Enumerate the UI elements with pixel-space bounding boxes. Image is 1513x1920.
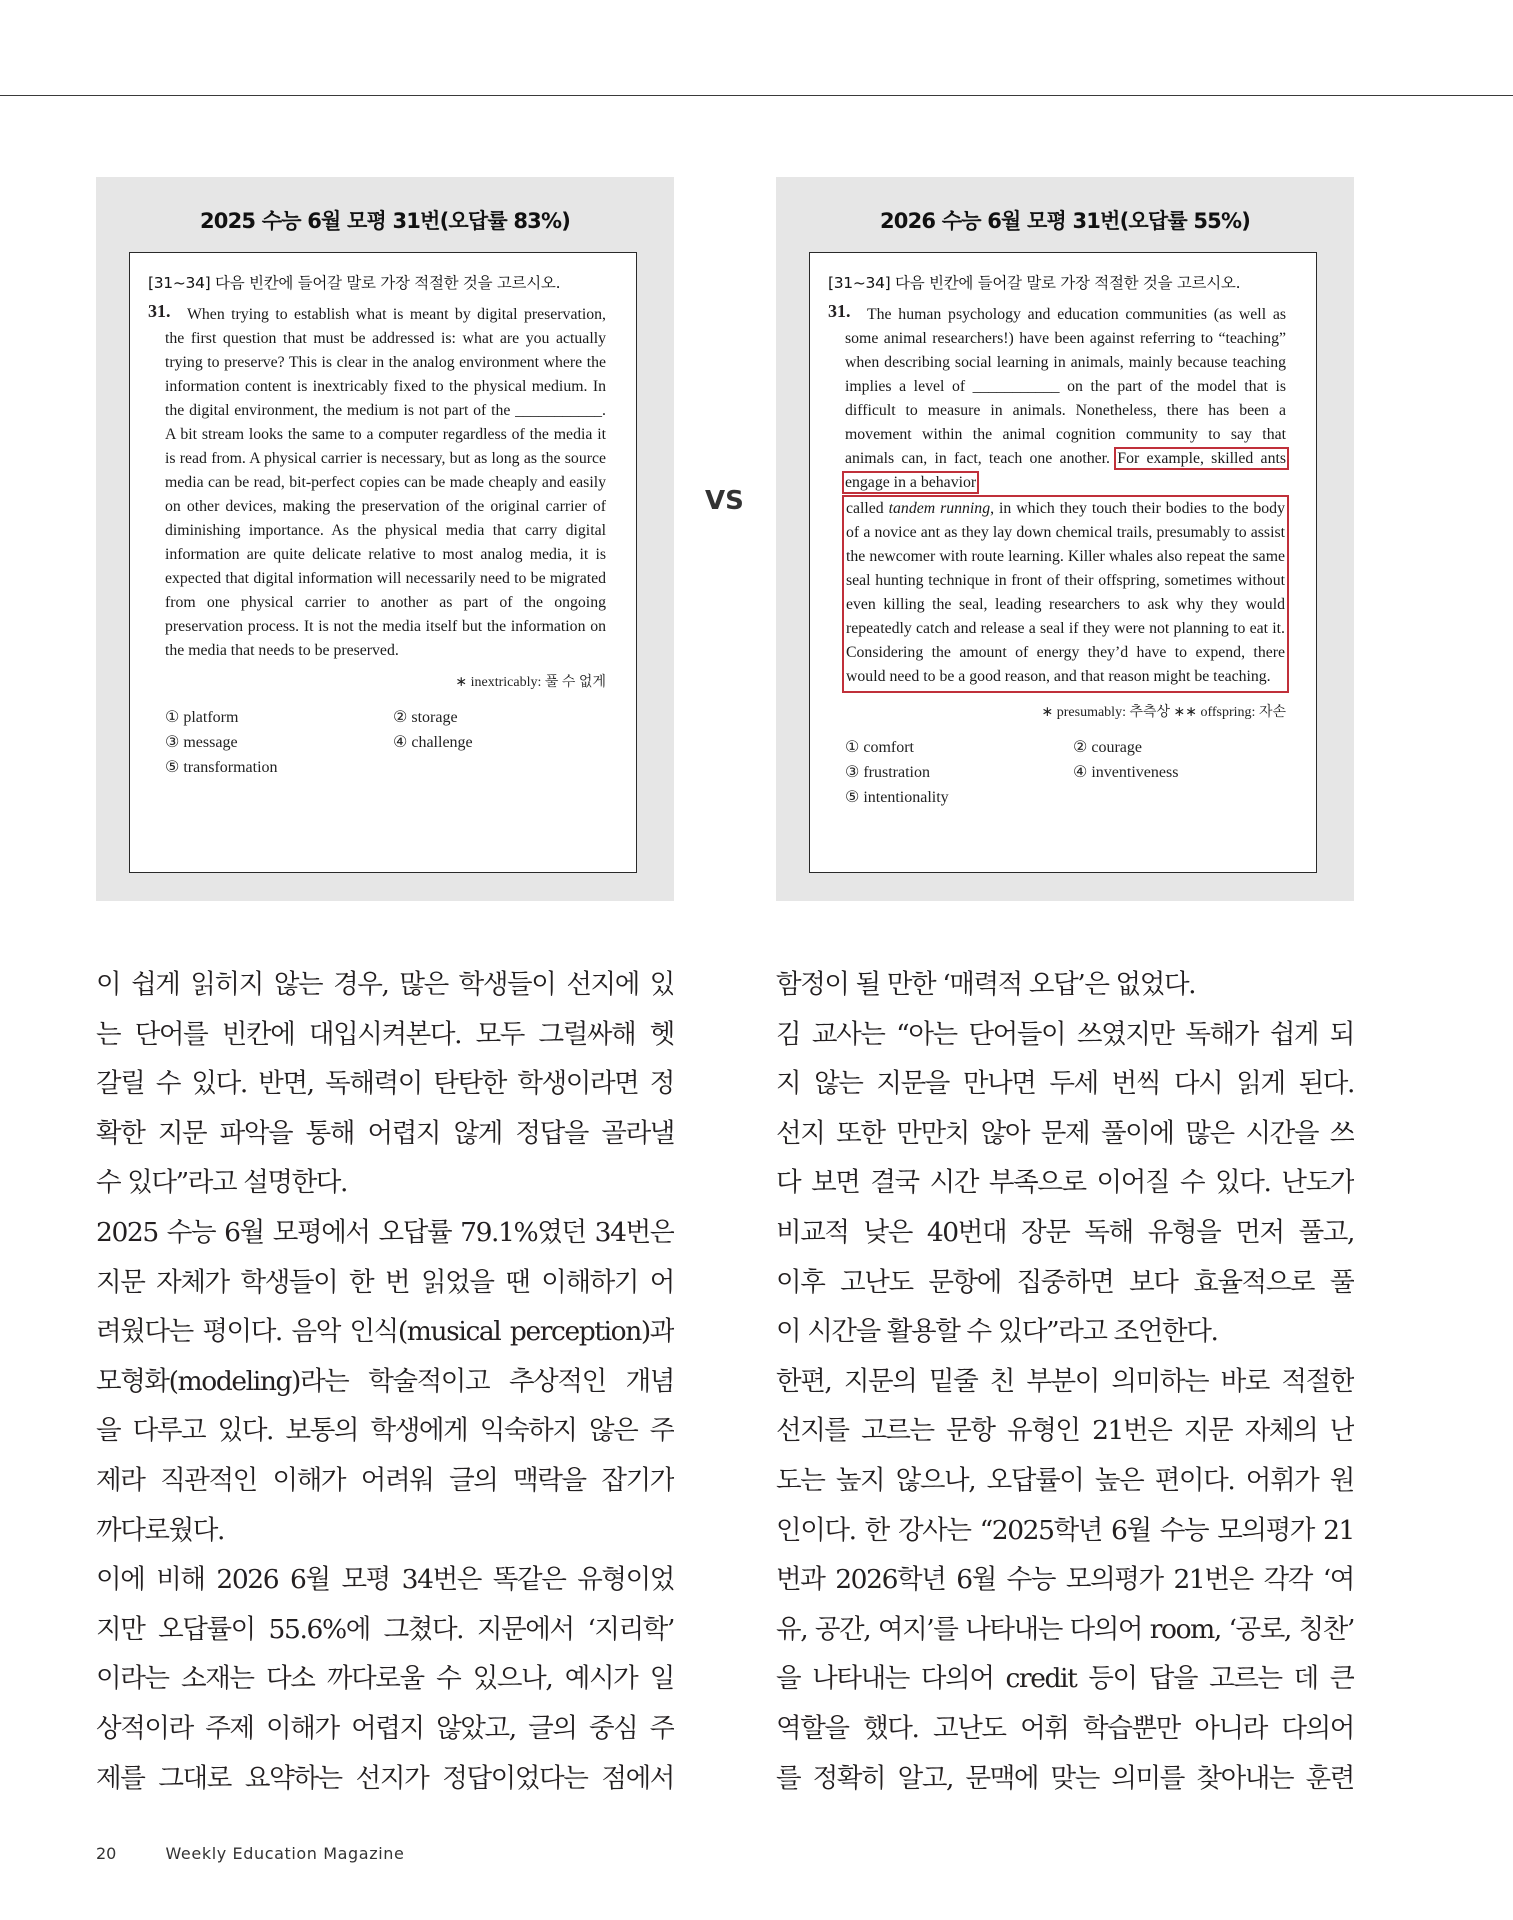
text-line: 함정이 될 만한 ‘매력적 오답’은 없었다.	[776, 969, 1196, 1000]
text-line: 이에 비해 2026 6월 모평 34번은 똑같은 유형이었	[96, 1564, 674, 1596]
footnote: ∗ inextricably: 풀 수 없게	[455, 675, 606, 690]
choice-3[interactable]: ③ frustration	[845, 764, 930, 781]
answer-choices	[165, 705, 606, 780]
text-line: 번과 2026학년 6월 수능 모의평가 21번은 각각 ‘여	[776, 1564, 1354, 1596]
answer-choices	[845, 735, 1286, 810]
text-line: 김 교사는 “아는 단어들이 쓰였지만 독해가 쉽게 되	[776, 1018, 1354, 1050]
text-line: 도는 높지 않으나, 오답률이 높은 편이다. 어휘가 원	[776, 1464, 1354, 1496]
question-instruction: [31~34] 다음 빈칸에 들어갈 말로 가장 적절한 것을 고르시오.	[148, 274, 561, 292]
text-line: 선지 또한 만만치 않아 문제 풀이에 많은 시간을 쓰	[776, 1117, 1354, 1149]
page-footer	[96, 1844, 404, 1863]
question-passage	[845, 303, 1286, 693]
text-line: 까다로웠다.	[96, 1514, 225, 1546]
text-line: 지문 자체가 학생들이 한 번 읽었을 땐 이해하기 어	[96, 1266, 674, 1298]
page-number: 20	[96, 1844, 117, 1863]
article-column-left	[96, 960, 674, 1803]
article-column-right	[776, 960, 1354, 1803]
question-box	[809, 252, 1317, 873]
text-line: 유, 공간, 여지’를 나타내는 다의어 room, ‘공로, 칭찬’	[776, 1613, 1354, 1645]
text-line: 을 다루고 있다. 보통의 학생에게 익숙하지 않은 주	[96, 1415, 674, 1447]
question-number: 31.	[828, 301, 851, 321]
panel-title: 2026 수능 6월 모평 31번(오답률 55%)	[879, 209, 1251, 233]
text-line: 확한 지문 파악을 통해 어렵지 않게 정답을 골라낼	[96, 1117, 674, 1149]
text-line: 한편, 지문의 밑줄 친 부분이 의미하는 바로 적절한	[776, 1365, 1354, 1397]
passage-intro: The human psychology and education communities (as well as some animal researchers!) have been against referring to “teaching” when describing social learning in animals, mainly because teaching implies a level of ___________ on the part of the model that is difficult to measure in animals. Nonetheless, there has been a movement within the animal cognition community to say that animals can, in fact, teach one another.	[845, 306, 1286, 467]
choice-3[interactable]: ③ message	[165, 734, 238, 751]
text-line: 다 보면 결국 시간 부족으로 이어질 수 있다. 난도가	[776, 1167, 1354, 1199]
highlight-italic-term: tandem running	[888, 500, 991, 517]
text-line: 이 시간을 활용할 수 있다”라고 조언한다.	[776, 1316, 1218, 1348]
question-instruction: [31~34] 다음 빈칸에 들어갈 말로 가장 적절한 것을 고르시오.	[828, 274, 1241, 292]
highlight-text-a: called	[846, 500, 889, 517]
text-line: 인이다. 한 강사는 “2025학년 6월 수능 모의평가 21	[776, 1514, 1354, 1546]
text-line: 를 정확히 알고, 문맥에 맞는 의미를 찾아내는 훈련	[776, 1762, 1354, 1794]
text-line: 는 단어를 빈칸에 대입시켜본다. 모두 그럴싸해 헷	[96, 1018, 674, 1050]
text-line: 갈릴 수 있다. 반면, 독해력이 탄탄한 학생이라면 정	[96, 1068, 674, 1100]
text-line: 을 나타내는 다의어 credit 등이 답을 고르는 데 큰	[776, 1663, 1354, 1695]
footnote: ∗ presumably: 추측상 ∗∗ offspring: 자손	[1041, 705, 1286, 720]
text-line: 이 쉽게 읽히지 않는 경우, 많은 학생들이 선지에 있	[96, 969, 674, 1000]
text-line: 제라 직관적인 이해가 어려워 글의 맥락을 잡기가	[96, 1464, 674, 1496]
text-line: 선지를 고르는 문항 유형인 21번은 지문 자체의 난	[776, 1415, 1354, 1447]
choice-1[interactable]: ① comfort	[845, 739, 914, 756]
text-line: 지 않는 지문을 만나면 두세 번씩 다시 읽게 된다.	[776, 1068, 1354, 1100]
text-line: 역할을 했다. 고난도 어휘 학습뿐만 아니라 다의어	[776, 1712, 1354, 1744]
choice-4[interactable]: ④ challenge	[393, 734, 473, 751]
text-line: 지만 오답률이 55.6%에 그쳤다. 지문에서 ‘지리학’	[96, 1613, 674, 1645]
question-number: 31.	[148, 301, 171, 321]
choice-1[interactable]: ① platform	[165, 709, 239, 726]
text-line: 비교적 낮은 40번대 장문 독해 유형을 먼저 풀고,	[776, 1216, 1354, 1248]
text-line: 수 있다”라고 설명한다.	[96, 1167, 348, 1199]
choice-2[interactable]: ② storage	[393, 709, 458, 726]
question-box	[129, 252, 637, 873]
text-line: 상적이라 주제 이해가 어렵지 않았고, 글의 중심 주	[96, 1712, 674, 1744]
choice-4[interactable]: ④ inventiveness	[1073, 764, 1179, 781]
question-passage	[165, 303, 606, 663]
highlight-text-b: , in which they touch their bodies to the body of a novice ant as they lay down chemical trails, presumably to assist the newcomer with route learning. Killer whales also repeat the same seal hunting technique in front of their offspring, sometimes without even killing the seal, leading researchers to ask why they would repeatedly catch and release a seal if they were not planning to eat it. Considering the amount of energy they’d have to expend, there would need to be a good reason, and that reason might be teaching.	[846, 500, 1285, 685]
text-line: 모형화(modeling)라는 학술적이고 추상적인 개념	[96, 1365, 674, 1397]
text-line: 이라는 소재는 다소 까다로울 수 있으나, 예시가 일	[96, 1663, 674, 1695]
text-line: 2025 수능 6월 모평에서 오답률 79.1%였던 34번은	[96, 1216, 674, 1248]
choice-2[interactable]: ② courage	[1073, 739, 1142, 756]
magazine-name: Weekly Education Magazine	[165, 1844, 405, 1863]
text-line: 이후 고난도 문항에 집중하면 보다 효율적으로 풀	[776, 1266, 1354, 1298]
question-panel-2025	[96, 177, 674, 901]
choice-5[interactable]: ⑤ transformation	[165, 759, 278, 776]
text-line: 제를 그대로 요약하는 선지가 정답이었다는 점에서	[96, 1762, 674, 1794]
vs-label: VS	[705, 486, 744, 516]
choice-5[interactable]: ⑤ intentionality	[845, 789, 949, 806]
top-rule	[0, 95, 1513, 96]
text-line: 려웠다는 평이다. 음악 인식(musical perception)과	[96, 1316, 674, 1348]
passage-text: When trying to establish what is meant by digital preservation, the first question that must be addressed is: what are you actually trying to preserve? This is clear in the analog environment where the information content is inextricably fixed to the physical medium. In the digital environment, the medium is not part of the ___________. A bit stream looks the same to a computer regardless of the media it is read from. A physical carrier is necessary, but as long as the source media can be read, bit-perfect copies can be made cheaply and easily on other devices, making the preservation of the original carrier of diminishing importance. As the physical media that carry digital information are quite delicate relative to most analog media, it is expected that digital information will necessarily need to be migrated from one physical carrier to another as part of the ongoing preservation process. It is not the media itself but the information on the media that needs to be preserved.	[165, 306, 606, 659]
highlighted-passage	[842, 495, 1289, 693]
question-panel-2026	[776, 177, 1354, 901]
passage-highlight-start: For example, skilled ants engage in a behavior	[845, 450, 1287, 491]
panel-title: 2025 수능 6월 모평 31번(오답률 83%)	[199, 209, 571, 233]
